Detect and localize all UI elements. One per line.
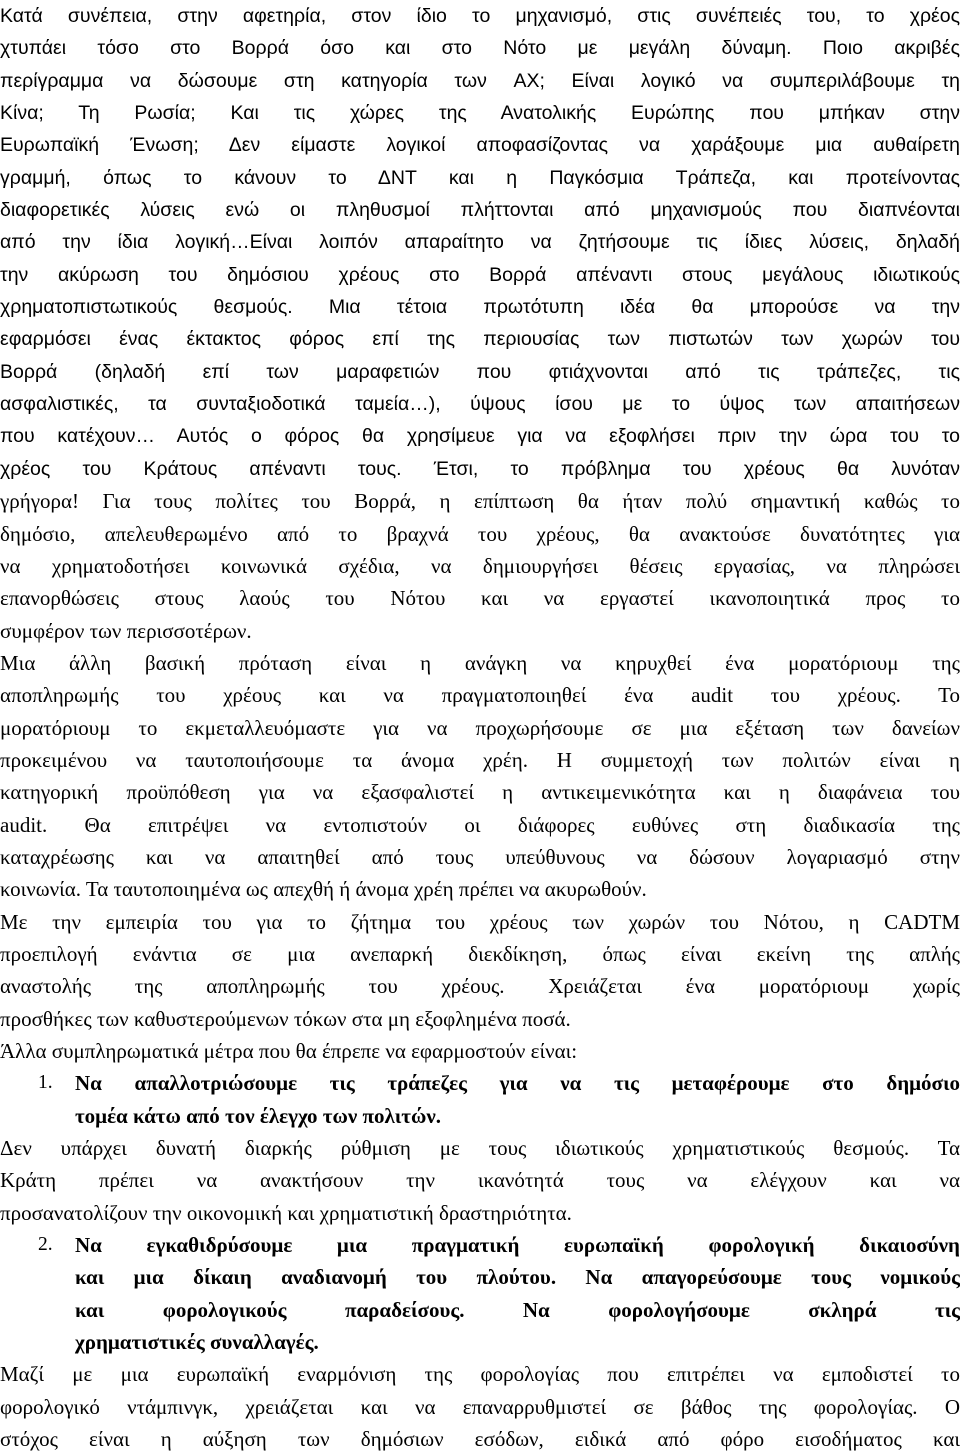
list-item-line bbox=[0, 1100, 960, 1132]
text-line: προσανατολίζουν την οικονομική και χρηματιστική δραστηριότητα. bbox=[0, 1200, 572, 1225]
list-number bbox=[0, 1100, 75, 1132]
text-line: χρέος του Κράτους απέναντι τους. Έτσι, το πρόβλημα του χρέους θα λυνόταν bbox=[0, 457, 960, 480]
list-text: τομέα κάτω από τον έλεγχο των πολιτών. bbox=[75, 1103, 441, 1128]
list-item-line bbox=[0, 1261, 960, 1293]
text-line: Κράτη πρέπει να ανακτήσουν την ικανότητά τους να ελέγχουν και να bbox=[0, 1168, 960, 1193]
list-text: και μια δίκαιη αναδιανομή του πλούτου. Να απαγορεύσουμε τους νομικούς bbox=[75, 1265, 960, 1290]
list-item-line bbox=[0, 1326, 960, 1358]
text-line: Δεν υπάρχει δυνατή διαρκής ρύθμιση με τους ιδιωτικούς χρηματιστικούς θεσμούς. Τα bbox=[0, 1136, 960, 1161]
list-item-line bbox=[0, 1067, 960, 1099]
text-line: γρήγορα! Για τους πολίτες του Βορρά, η επίπτωση θα ήταν πολύ σημαντική καθώς το bbox=[0, 489, 960, 514]
list-text: και φορολογικούς παραδείσους. Να φορολογήσουμε σκληρά τις bbox=[75, 1297, 960, 1322]
text-line: στόχος είναι η αύξηση των δημόσιων εσόδων, ειδικά από φόρο εισοδήματος και bbox=[0, 1427, 960, 1452]
text-line: δημόσιο, απελευθερωμένο από το βραχνά του χρέους, θα ανακτούσε δυνατότητες για bbox=[0, 521, 960, 546]
text-line: φορολογικό ντάμπινγκ, χρειάζεται και να επαναρρυθμιστεί σε βάθος της φορολογίας. Ο bbox=[0, 1394, 960, 1419]
list-text: χρηματιστικές συναλλαγές. bbox=[75, 1330, 319, 1355]
text-line: Μαζί με μια ευρωπαϊκή εναρμόνιση της φορολογίας που επιτρέπει να εμποδιστεί το bbox=[0, 1362, 960, 1387]
text-line: χτυπάει τόσο στο Βορρά όσο και στο Νότο με μεγάλη δύναμη. Ποιο ακριβές bbox=[0, 37, 960, 60]
text-line: από την ίδια λογική…Είναι λοιπόν απαραίτητο να ζητήσουμε τις ίδιες λύσεις, δηλαδή bbox=[0, 231, 960, 254]
text-line: διαφορετικές λύσεις ενώ οι πληθυσμοί πλήττονται από μηχανισμούς που διαπνέονται bbox=[0, 199, 960, 222]
list-number: 1. bbox=[38, 1072, 53, 1094]
list-text: Να απαλλοτριώσουμε τις τράπεζες για να τις μεταφέρουμε στο δημόσιο bbox=[75, 1071, 960, 1096]
text-line: γραμμή, όπως το κάνουν το ΔΝΤ και η Παγκόσμια Τράπεζα, και προτείνοντας bbox=[0, 166, 960, 189]
text-line: audit. Θα επιτρέψει να εντοπιστούν οι διάφορες ευθύνες στη διαδικασία της bbox=[0, 812, 960, 837]
text-line: Κίνα; Τη Ρωσία; Και τις χώρες της Ανατολικής Ευρώπης που μπήκαν στην bbox=[0, 102, 960, 125]
text-line: Με την εμπειρία του για το ζήτημα του χρέους των χωρών του Νότου, η CADTM bbox=[0, 909, 960, 934]
text-line: ασφαλιστικές, τα συνταξιοδοτικά ταμεία…), ύψους ίσου με το ύψος των απαιτήσεων bbox=[0, 393, 960, 416]
text-line: επανορθώσεις στους λαούς του Νότου και να εργαστεί ικανοποιητικά προς το bbox=[0, 586, 960, 611]
text-line: εφαρμόσει ένας έκτακτος φόρος επί της περιουσίας των πιστωτών των χωρών του bbox=[0, 328, 960, 351]
text-line: προσθήκες των καθυστερούμενων τόκων στα μη εξοφλημένα ποσά. bbox=[0, 1006, 571, 1031]
list-item-line bbox=[0, 1294, 960, 1326]
list-number: 2. bbox=[38, 1234, 53, 1256]
text-line: αποπληρωμής του χρέους και να πραγματοποιηθεί ένα audit του χρέους. Το bbox=[0, 683, 960, 708]
text-line: καταχρέωσης και να απαιτηθεί από τους υπεύθυνους να δώσουν λογαριασμό στην bbox=[0, 844, 960, 869]
text-line: να χρηματοδοτήσει κοινωνικά σχέδια, να δημιουργήσει θέσεις εργασίας, να πληρώσει bbox=[0, 553, 960, 578]
text-line: αναστολής της αποπληρωμής του χρέους. Χρειάζεται ένα μορατόριουμ χωρίς bbox=[0, 974, 960, 999]
text-line: κοινωνία. Τα ταυτοποιημένα ως απεχθή ή άνομα χρέη πρέπει να ακυρωθούν. bbox=[0, 877, 647, 902]
text-line: Ευρωπαϊκή Ένωση; Δεν είμαστε λογικοί αποφασίζοντας να χαράξουμε μια αυθαίρετη bbox=[0, 134, 960, 157]
text-line: χρηματοπιστωτικούς θεσμούς. Μια τέτοια πρωτότυπη ιδέα θα μπορούσε να την bbox=[0, 296, 960, 319]
text-line: την ακύρωση του δημόσιου χρέους στο Βορρά απέναντι στους μεγάλους ιδιωτικούς bbox=[0, 263, 960, 286]
text-line: που κατέχουν… Αυτός ο φόρος θα χρησίμευε για να εξοφλήσει πριν την ώρα του το bbox=[0, 425, 960, 448]
text-line: συμφέρον των περισσοτέρων. bbox=[0, 618, 252, 643]
list-item-line bbox=[0, 1229, 960, 1261]
list-text: Να εγκαθιδρύσουμε μια πραγματική ευρωπαϊκή φορολογική δικαιοσύνη bbox=[75, 1233, 960, 1258]
list-number bbox=[0, 1261, 75, 1293]
text-line: Άλλα συμπληρωματικά μέτρα που θα έπρεπε να εφαρμοστούν είναι: bbox=[0, 1039, 578, 1063]
text-line: Μια άλλη βασική πρόταση είναι η ανάγκη να κηρυχθεί ένα μορατόριουμ της bbox=[0, 650, 960, 675]
text-line: Βορρά (δηλαδή επί των μαραφετιών που φτιάχνονται από τις τράπεζες, τις bbox=[0, 360, 960, 383]
text-line: κατηγορική προϋπόθεση για να εξασφαλιστεί η αντικειμενικότητα και η διαφάνεια του bbox=[0, 780, 960, 805]
list-number bbox=[0, 1326, 75, 1358]
text-line: μορατόριουμ το εκμεταλλευόμαστε για να προχωρήσουμε σε μια εξέταση των δανείων bbox=[0, 715, 960, 740]
text-line: περίγραμμα να δώσουμε στη κατηγορία των AX; Είναι λογικό να συμπεριλάβουμε τη bbox=[0, 69, 960, 92]
list-number bbox=[0, 1294, 75, 1326]
text-line: προκειμένου να ταυτοποιήσουμε τα άνομα χρέη. Η συμμετοχή των πολιτών είναι η bbox=[0, 747, 960, 772]
text-line: προεπιλογή ενάντια σε μια ανεπαρκή διεκδίκηση, όπως είναι εκείνη της απλής bbox=[0, 941, 960, 966]
text-line: Κατά συνέπεια, στην αφετηρία, στον ίδιο το μηχανισμό, στις συνέπειές του, το χρέος bbox=[0, 5, 960, 27]
